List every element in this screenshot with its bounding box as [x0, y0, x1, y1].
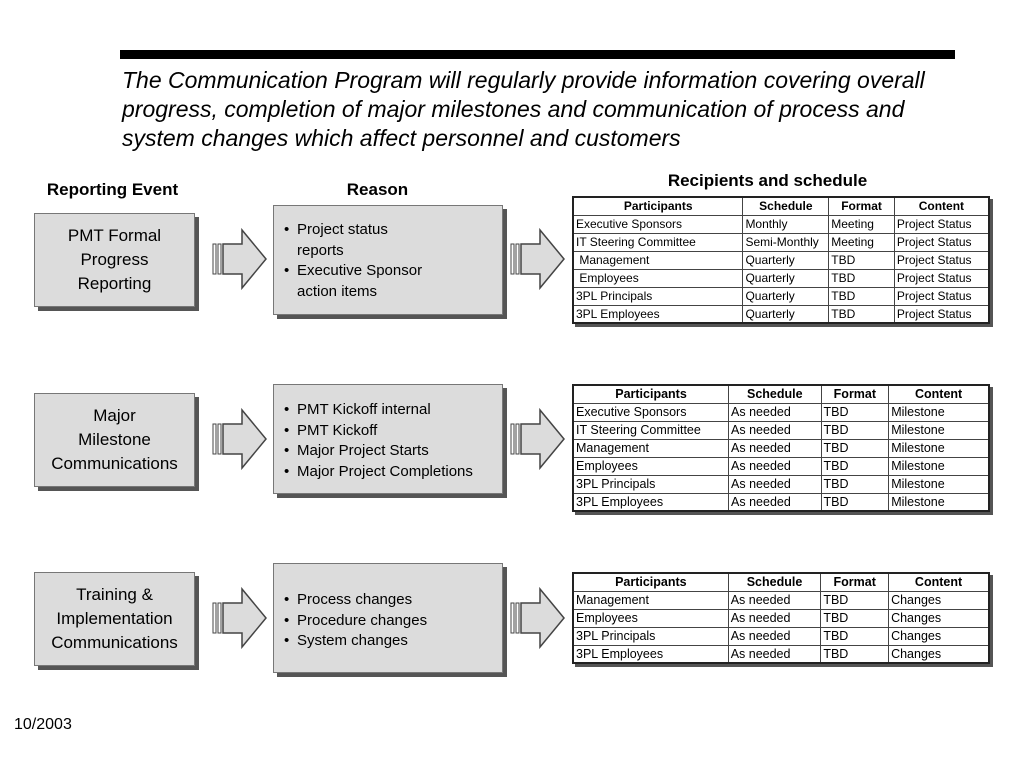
reason-item: • Executive Sponsor action items: [284, 261, 502, 302]
table-row: 3PL Principals As needed TBD Milestone: [573, 475, 989, 493]
right-arrow-icon: [212, 227, 268, 291]
reason-item: • Project status reports: [284, 220, 502, 261]
reason-item: • Process changes: [284, 590, 502, 611]
event-line: Training &: [76, 585, 153, 604]
event-line: Progress: [80, 250, 149, 269]
title-rule: [120, 50, 955, 59]
column-header: Format: [821, 385, 889, 403]
table-row: IT Steering Committee Semi-Monthly Meeting Project Status: [573, 233, 989, 251]
event-line: Implementation: [56, 609, 173, 628]
column-header: Content: [889, 573, 989, 591]
header-reporting-event: Reporting Event: [46, 180, 179, 199]
table-row: 3PL Principals As needed TBD Changes: [573, 627, 989, 645]
reason-item: • Procedure changes: [284, 611, 502, 632]
column-header: Participants: [573, 385, 729, 403]
right-arrow-icon: [212, 407, 268, 471]
table-header-row: [573, 573, 989, 591]
right-arrow-icon: [510, 227, 566, 291]
table-header-row: [573, 385, 989, 403]
table-row: Employees As needed TBD Changes: [573, 609, 989, 627]
column-header: Format: [821, 573, 889, 591]
header-reason: Reason: [346, 180, 409, 199]
column-header: Schedule: [729, 385, 822, 403]
table-row: Management Quarterly TBD Project Status: [573, 251, 989, 269]
event-line: Communications: [51, 633, 178, 652]
table-row: Executive Sponsors Monthly Meeting Project Status: [573, 215, 989, 233]
recipients-table-training: [572, 572, 990, 664]
event-line: Milestone: [78, 430, 151, 449]
reason-item: • Major Project Starts: [284, 441, 502, 462]
column-header: Content: [889, 385, 989, 403]
reason-item: • System changes: [284, 631, 502, 652]
table-row: Executive Sponsors As needed TBD Milestone: [573, 403, 989, 421]
table-row: Management As needed TBD Milestone: [573, 439, 989, 457]
column-header: Schedule: [743, 197, 829, 215]
right-arrow-icon: [212, 586, 268, 650]
table-row: 3PL Employees As needed TBD Changes: [573, 645, 989, 663]
table-row: 3PL Employees Quarterly TBD Project Status: [573, 305, 989, 323]
right-arrow-icon: [510, 586, 566, 650]
event-line: PMT Formal: [67, 226, 162, 245]
event-box-progress-reporting: [34, 213, 195, 307]
column-header: Participants: [573, 573, 728, 591]
table-row: Management As needed TBD Changes: [573, 591, 989, 609]
table-row: Employees As needed TBD Milestone: [573, 457, 989, 475]
column-header: Schedule: [728, 573, 821, 591]
recipients-table-progress: [572, 196, 990, 324]
table-row: IT Steering Committee As needed TBD Milestone: [573, 421, 989, 439]
event-box-training-communications: [34, 572, 195, 666]
table-row: 3PL Employees As needed TBD Milestone: [573, 493, 989, 511]
reason-item: • Major Project Completions: [284, 462, 502, 483]
table-row: Employees Quarterly TBD Project Status: [573, 269, 989, 287]
reason-box-training-communications: [273, 563, 503, 673]
reason-box-milestone-communications: [273, 384, 503, 494]
footer-date: 10/2003: [14, 716, 72, 733]
reason-item: • PMT Kickoff: [284, 421, 502, 442]
column-header: Participants: [573, 197, 743, 215]
event-box-milestone-communications: [34, 393, 195, 487]
reason-box-progress-reporting: [273, 205, 503, 315]
right-arrow-icon: [510, 407, 566, 471]
event-line: Major: [93, 406, 136, 425]
event-line: Reporting: [77, 274, 152, 293]
table-header-row: [573, 197, 989, 215]
table-row: 3PL Principals Quarterly TBD Project Status: [573, 287, 989, 305]
column-header: Format: [829, 197, 895, 215]
event-line: Communications: [51, 454, 178, 473]
slide-title: The Communication Program will regularly provide information covering overall progress, completion of major milestones and communication of process and system changes which affect personnel and customers: [122, 67, 925, 151]
column-header: Content: [894, 197, 989, 215]
reason-item: • PMT Kickoff internal: [284, 400, 502, 421]
recipients-table-milestone: [572, 384, 990, 512]
header-recipients: Recipients and schedule: [667, 171, 868, 190]
